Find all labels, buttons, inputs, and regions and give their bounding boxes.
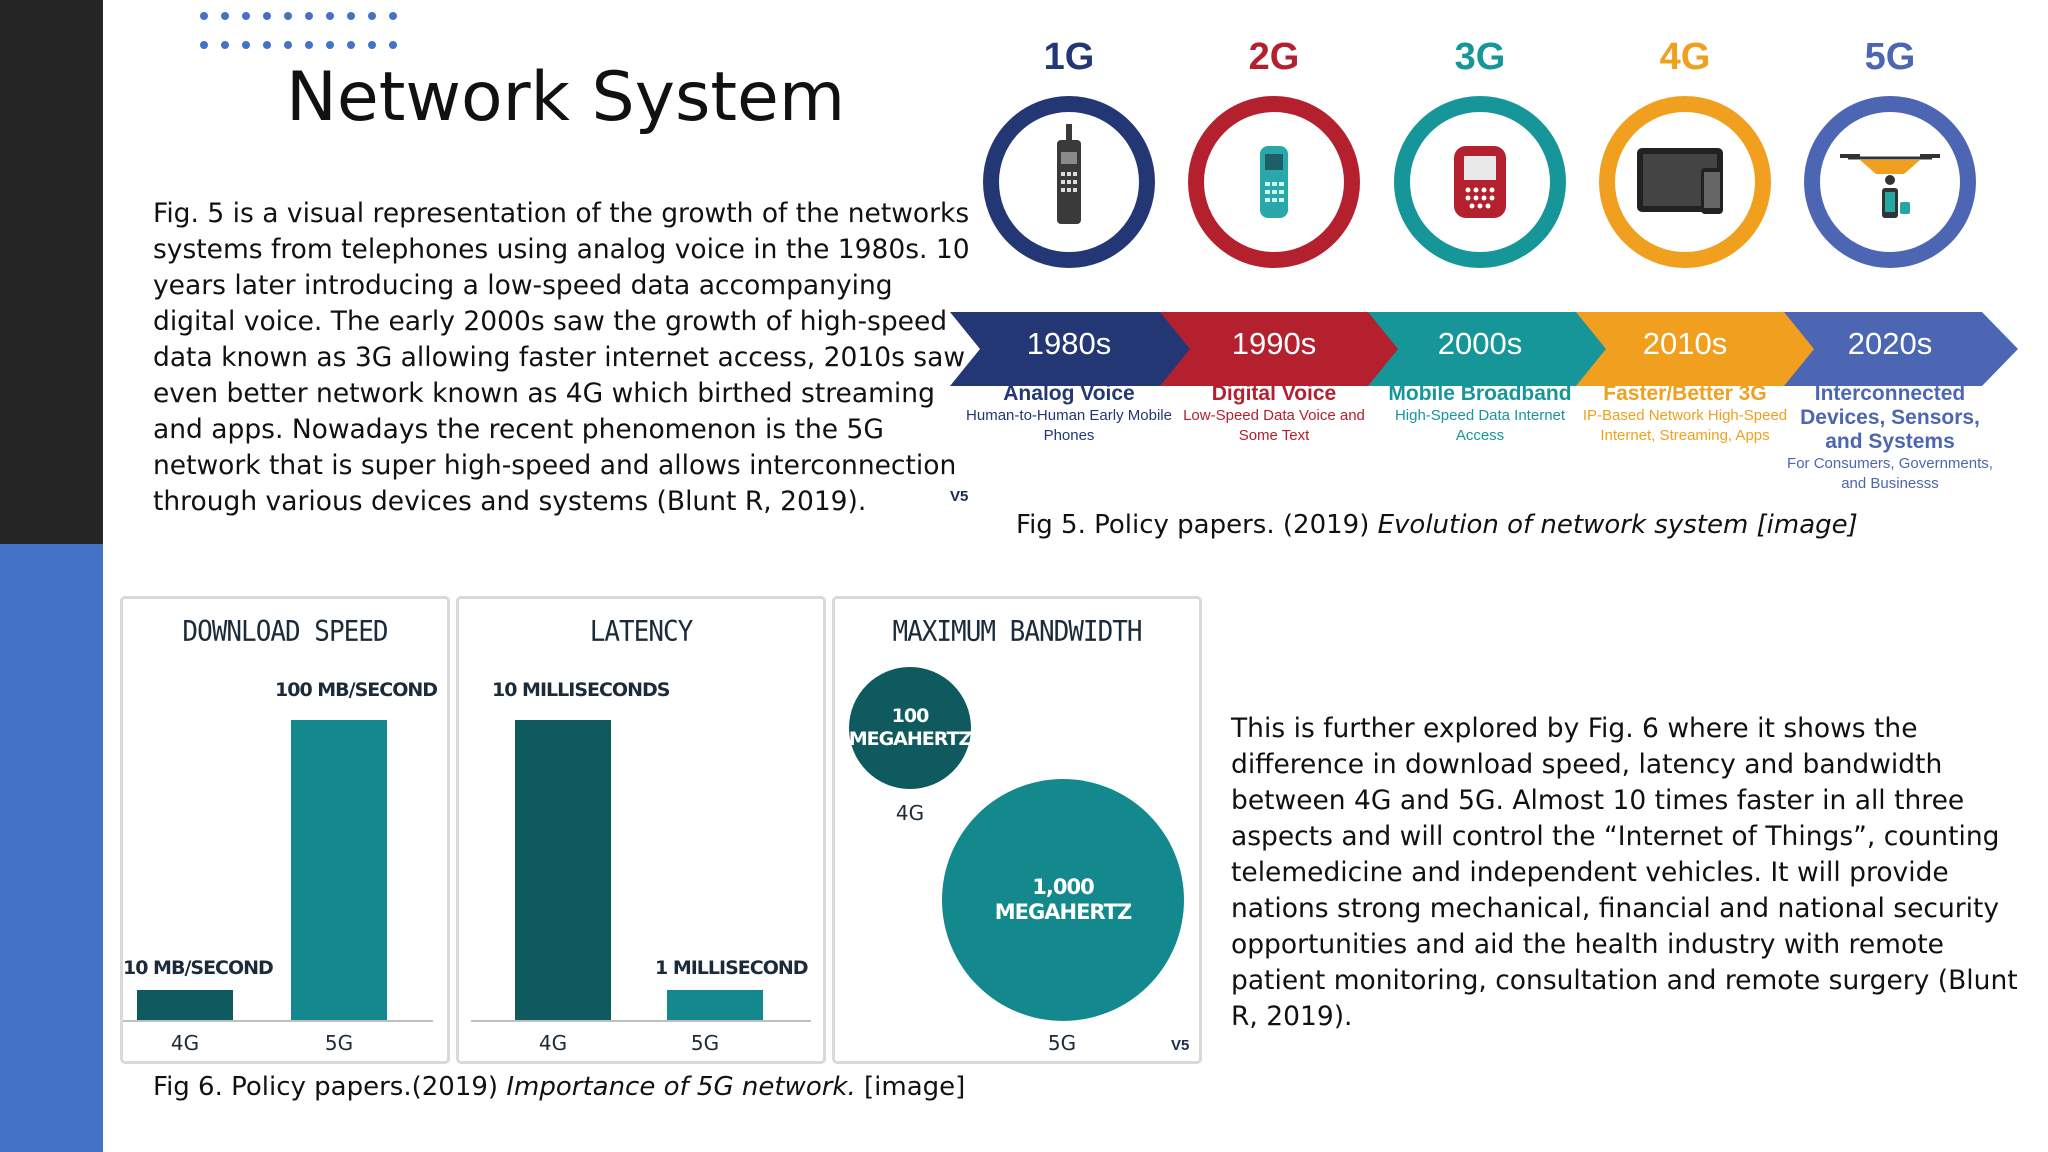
latency-x-5g: 5G	[690, 1031, 720, 1055]
latency-4g-value-label: 10 MILLISECONDS	[492, 679, 670, 701]
gen-heading: Mobile Broadband	[1388, 382, 1572, 405]
gen-heading: Analog Voice	[1003, 382, 1135, 405]
dot	[242, 12, 250, 20]
era-label-2000s: 2000s	[1437, 326, 1523, 361]
gen-ring-3g	[1394, 96, 1566, 268]
decorative-dot-grid	[200, 12, 410, 56]
gen-label-5g: 5G	[1864, 36, 1916, 78]
dot	[263, 12, 271, 20]
fig5-network-evolution-infographic	[950, 36, 2020, 506]
gen-description-5g	[1780, 382, 2000, 494]
bandwidth-x-5g: 5G	[1047, 1031, 1077, 1055]
latency-5g-bar	[667, 990, 763, 1020]
dot	[200, 41, 208, 49]
era-label-1990s: 1990s	[1231, 326, 1317, 361]
bandwidth-5g-value: 1,000	[1032, 875, 1094, 899]
bandwidth-x-4g: 4G	[895, 801, 925, 825]
dot	[347, 41, 355, 49]
download-x-4g: 4G	[170, 1031, 200, 1055]
smartphone-keyboard-icon	[1410, 112, 1550, 252]
tablet-phone-icon	[1615, 112, 1755, 252]
latency-title: LATENCY	[589, 615, 693, 649]
gen-subtext: Low-Speed Data Voice and Some Text	[1183, 407, 1365, 444]
gen-heading: Faster/Better 3G	[1603, 382, 1767, 405]
page-title: Network System	[286, 58, 846, 137]
candybar-phone-icon	[1204, 112, 1344, 252]
bandwidth-5g-bubble	[942, 779, 1184, 1021]
latency-5g-value-label: 1 MILLISECOND	[655, 957, 808, 979]
gen-description-3g	[1370, 382, 1590, 446]
gen-description-2g	[1164, 382, 1384, 446]
dot	[263, 41, 271, 49]
gen-ring-2g	[1188, 96, 1360, 268]
latency-axis	[471, 1020, 811, 1022]
download-axis	[123, 1020, 433, 1022]
bandwidth-panel	[832, 596, 1202, 1064]
bandwidth-4g-value: 100	[891, 705, 929, 727]
dot	[389, 12, 397, 20]
fig5-caption: Fig 5. Policy papers. (2019) Evolution of network system [image]	[1016, 510, 1858, 540]
dot	[326, 12, 334, 20]
gen-ring-4g	[1599, 96, 1771, 268]
gen-label-3g: 3G	[1454, 36, 1506, 78]
era-label-2020s: 2020s	[1847, 326, 1933, 361]
download-speed-title: DOWNLOAD SPEED	[182, 615, 388, 649]
dot	[305, 12, 313, 20]
latency-4g-bar	[515, 720, 611, 1020]
fig6-caption: Fig 6. Policy papers.(2019) Importance of 5G network. [image]	[153, 1072, 966, 1102]
dot	[347, 12, 355, 20]
bandwidth-title: MAXIMUM BANDWIDTH	[892, 615, 1142, 649]
dot	[200, 12, 208, 20]
drone-icon	[1820, 112, 1960, 252]
body-paragraph: This is further explored by Fig. 6 where it shows the difference in download speed, latency and bandwidth between 4G and 5G. Almost 10 times faster in all three aspects and will control the “Internet of Things”, counting telemedicine and independent vehicles. It will provide nations strong mechanical, financial and national security opportunities and aid the health industry with remote patient monitoring, consultation and remote surgery (Blunt R, 2019).	[1231, 713, 2018, 1032]
gen-heading: Interconnected Devices, Sensors, and Systems	[1800, 382, 1980, 453]
gen-label-1g: 1G	[1043, 36, 1095, 78]
gen-description-1g	[959, 382, 1179, 446]
gen-ring-1g	[983, 96, 1155, 268]
dot	[389, 41, 397, 49]
gen-subtext: For Consumers, Governments, and Businesss	[1787, 455, 1993, 492]
bandwidth-4g-unit: MEGAHERTZ	[848, 728, 972, 750]
latency-panel	[456, 596, 826, 1064]
fig6-logo-mark: V5	[1171, 1037, 1190, 1054]
dot	[221, 41, 229, 49]
bandwidth-4g-bubble	[849, 667, 971, 789]
dot	[284, 41, 292, 49]
dot	[305, 41, 313, 49]
download-5g-value-label: 100 MB/SECOND	[275, 679, 438, 701]
download-speed-panel	[120, 596, 450, 1064]
brick-phone-icon	[999, 112, 1139, 252]
gen-subtext: High-Speed Data Internet Access	[1394, 407, 1566, 444]
download-4g-bar	[137, 990, 233, 1020]
download-x-5g: 5G	[324, 1031, 354, 1055]
gen-label-2g: 2G	[1248, 36, 1300, 78]
gen-subtext: IP-Based Network High-Speed Internet, Streaming, Apps	[1582, 407, 1788, 444]
sidebar-blue-band	[0, 544, 103, 1152]
gen-heading: Digital Voice	[1211, 382, 1337, 405]
download-5g-bar	[291, 720, 387, 1020]
intro-paragraph: Fig. 5 is a visual representation of the growth of the networks systems from telephones using analog voice in the 1980s. 10 years later introducing a low-speed data accompanying digital voice. The early 2000s saw the growth of high-speed data known as 3G allowing faster internet access, 2010s saw even better network known as 4G which birthed streaming and apps. Nowadays the recent phenomenon is the 5G network that is super high-speed and allows interconnection through various devices and systems (Blunt R, 2019).	[153, 198, 970, 517]
gen-subtext: Human-to-Human Early Mobile Phones	[966, 407, 1172, 444]
dot	[368, 12, 376, 20]
latency-x-4g: 4G	[538, 1031, 568, 1055]
gen-label-4g: 4G	[1659, 36, 1711, 78]
gen-ring-5g	[1804, 96, 1976, 268]
dot	[326, 41, 334, 49]
bandwidth-5g-unit: MEGAHERTZ	[994, 900, 1132, 924]
dot	[221, 12, 229, 20]
sidebar-dark-band	[0, 0, 103, 544]
dot	[284, 12, 292, 20]
gen-description-4g	[1575, 382, 1795, 446]
fig5-logo-mark: V5	[950, 488, 969, 505]
dot	[368, 41, 376, 49]
dot	[242, 41, 250, 49]
download-4g-value-label: 10 MB/SECOND	[123, 957, 273, 979]
era-label-1980s: 1980s	[1026, 326, 1112, 361]
era-label-2010s: 2010s	[1642, 326, 1728, 361]
fig6-comparison-figure	[120, 596, 1202, 1066]
